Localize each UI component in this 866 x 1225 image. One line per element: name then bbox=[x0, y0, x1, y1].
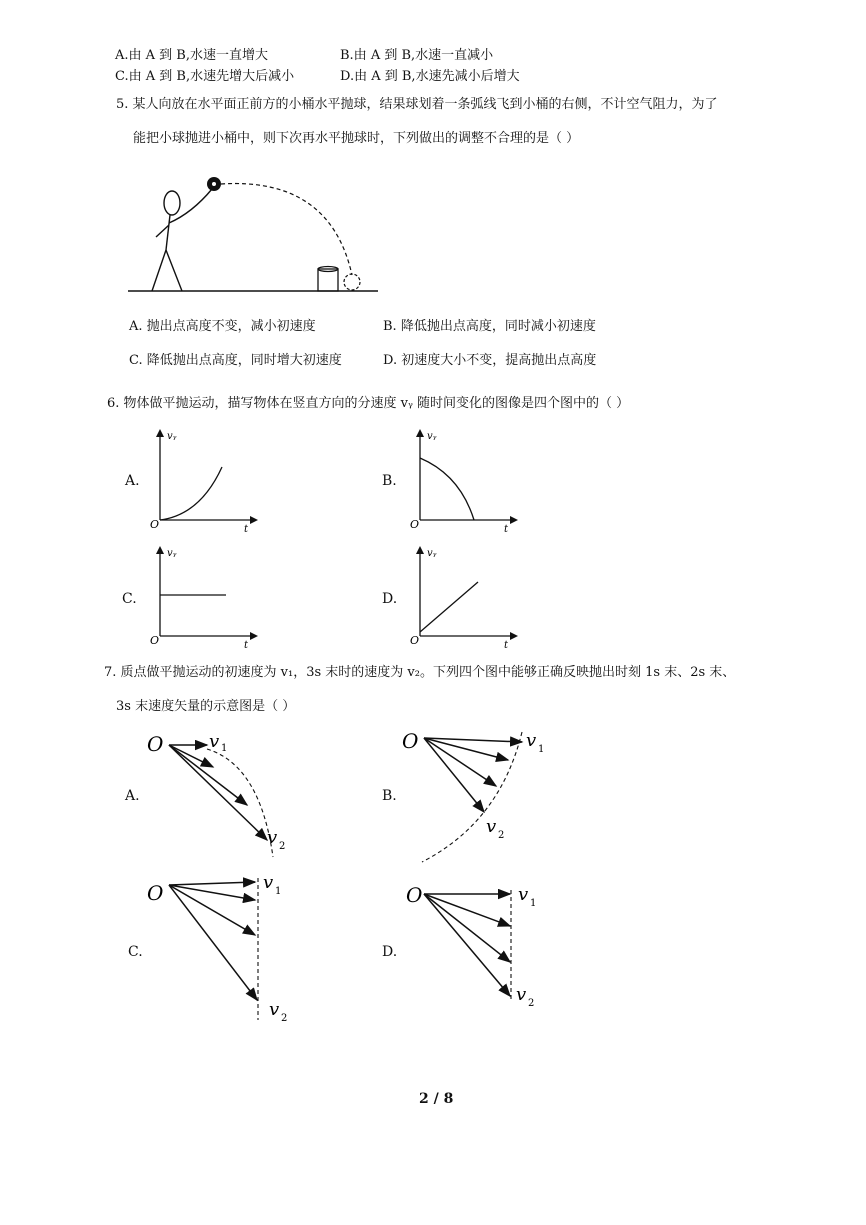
q7a-v1-sub: 1 bbox=[221, 743, 228, 754]
q6a-y-label: vᵧ bbox=[167, 431, 177, 442]
q7d-v2: v bbox=[516, 984, 527, 1005]
q6b-y-label: vᵧ bbox=[427, 431, 437, 442]
q5-stem-line1: 5. 某人向放在水平面正前方的小桶水平抛球，结果球划着一条弧线飞到小桶的右侧，不计空气阻力，为了 bbox=[116, 97, 718, 112]
q7b-v2-sub: 2 bbox=[498, 830, 505, 841]
q7-diagram-a bbox=[145, 725, 305, 865]
q6b-origin: O bbox=[410, 518, 420, 531]
q7d-origin: O bbox=[406, 883, 423, 907]
q7-stem-line2: 3s 末速度矢量的示意图是（ ） bbox=[116, 699, 296, 714]
q7-diagram-b bbox=[400, 722, 560, 867]
q5-stem-line2: 能把小球抛进小桶中，则下次再水平抛球时，下列做出的调整不合理的是（ ） bbox=[133, 131, 580, 146]
q6c-y-label: vᵧ bbox=[167, 548, 177, 559]
q7b-v1-sub: 1 bbox=[538, 744, 545, 755]
q7c-v2-sub: 2 bbox=[281, 1013, 288, 1024]
q6-label-d: D. bbox=[382, 591, 398, 607]
q7-label-b: B. bbox=[382, 788, 397, 804]
q7-label-c: C. bbox=[128, 944, 143, 960]
q6-graph-d bbox=[400, 542, 520, 652]
q7c-v1-sub: 1 bbox=[275, 886, 282, 897]
q6b-x-label: t bbox=[504, 524, 509, 535]
q6d-x-label: t bbox=[504, 640, 509, 651]
q5-option-b: B. 降低抛出点高度，同时减小初速度 bbox=[383, 319, 596, 334]
q6-label-a: A. bbox=[125, 473, 140, 489]
q7d-v1-sub: 1 bbox=[530, 898, 537, 909]
q7a-v2: v bbox=[267, 827, 278, 848]
q7c-v2: v bbox=[269, 999, 280, 1020]
q6-graph-b bbox=[400, 425, 520, 540]
q6-stem: 6. 物体做平抛运动，描写物体在竖直方向的分速度 vᵧ 随时间变化的图像是四个图中的（ ） bbox=[107, 396, 630, 411]
q7c-origin: O bbox=[147, 881, 164, 905]
q7d-v2-sub: 2 bbox=[528, 998, 535, 1009]
q7d-v1: v bbox=[518, 884, 529, 905]
q6a-x-label: t bbox=[244, 524, 249, 535]
q7b-v1: v bbox=[526, 730, 537, 751]
q7c-v1: v bbox=[263, 872, 274, 893]
q4-option-c: C.由 A 到 B,水速先增大后减小 bbox=[115, 69, 295, 84]
q7-label-a: A. bbox=[125, 788, 140, 804]
q4-option-a: A.由 A 到 B,水速一直增大 bbox=[115, 48, 268, 63]
q6-label-b: B. bbox=[382, 473, 397, 489]
q4-option-b: B.由 A 到 B,水速一直减小 bbox=[340, 48, 494, 63]
q5-option-a: A. 抛出点高度不变，减小初速度 bbox=[129, 319, 316, 334]
q7b-v2: v bbox=[486, 816, 497, 837]
q6a-origin: O bbox=[150, 518, 160, 531]
page-number: 2 / 8 bbox=[419, 1091, 454, 1107]
q6d-origin: O bbox=[410, 634, 420, 647]
q6d-y-label: vᵧ bbox=[427, 548, 437, 559]
q5-throw-figure bbox=[120, 165, 390, 300]
q6c-x-label: t bbox=[244, 640, 249, 651]
q7-stem-line1: 7. 质点做平抛运动的初速度为 v₁，3s 末时的速度为 v₂。下列四个图中能够正确反映抛出时刻 1s 末、2s 末、 bbox=[104, 665, 736, 680]
q7a-origin: O bbox=[147, 732, 164, 756]
q7a-v2-sub: 2 bbox=[279, 841, 286, 852]
q5-option-c: C. 降低抛出点高度，同时增大初速度 bbox=[129, 353, 342, 368]
q6-label-c: C. bbox=[122, 591, 137, 607]
q6c-origin: O bbox=[150, 634, 160, 647]
q7-diagram-d bbox=[400, 870, 560, 1020]
q6-graph-c bbox=[140, 542, 260, 652]
q7-label-d: D. bbox=[382, 944, 398, 960]
q6-graph-a bbox=[140, 425, 260, 540]
q4-option-d: D.由 A 到 B,水速先减小后增大 bbox=[340, 69, 520, 84]
q7b-origin: O bbox=[402, 729, 419, 753]
q7a-v1: v bbox=[209, 731, 220, 752]
q7-diagram-c bbox=[145, 870, 305, 1025]
q5-option-d: D. 初速度大小不变，提高抛出点高度 bbox=[383, 353, 597, 368]
